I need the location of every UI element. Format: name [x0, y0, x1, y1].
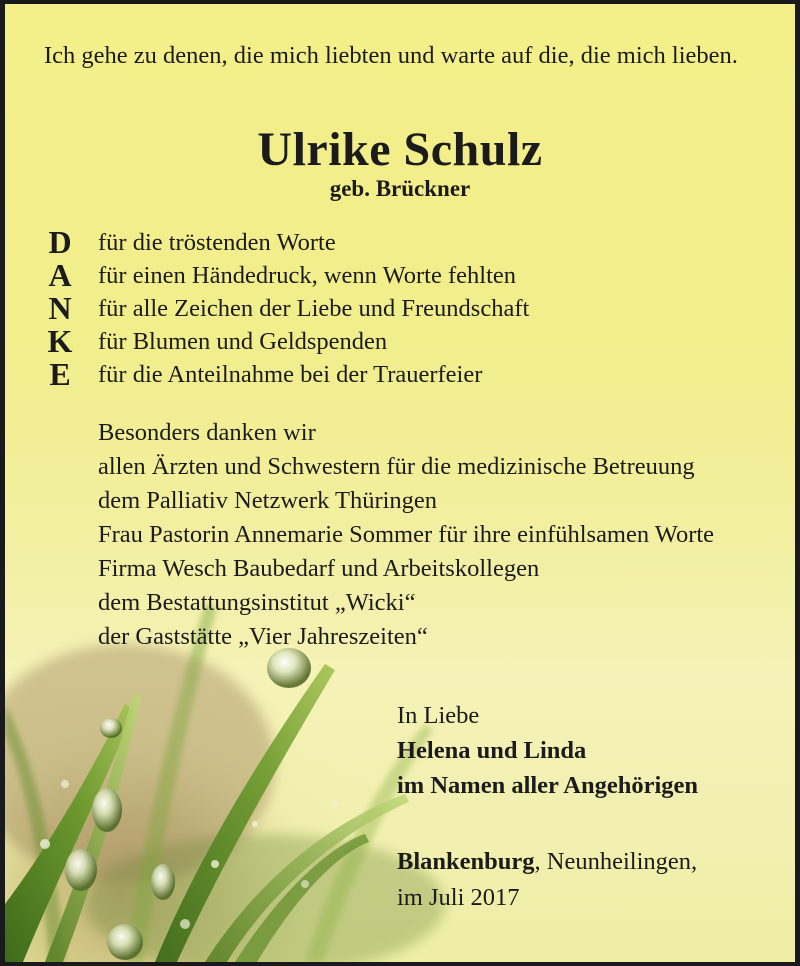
special-thanks-line: Frau Pastorin Annemarie Sommer für ihre einfühlsamen Worte [98, 521, 715, 548]
danke-letter: N [48, 290, 72, 326]
signature-greeting: In Liebe [397, 702, 480, 729]
obituary-card [5, 4, 795, 962]
special-thanks-line: dem Palliativ Netzwerk Thüringen [98, 487, 438, 514]
danke-text: für die tröstenden Worte [98, 229, 336, 256]
intro-quote: Ich gehe zu denen, die mich liebten und warte auf die, die mich lieben. [44, 42, 738, 69]
place-town: Blankenburg [397, 848, 535, 875]
signature-names: Helena und Linda [397, 737, 587, 764]
danke-letter: E [49, 356, 71, 392]
signature-block [397, 698, 698, 803]
special-thanks-line: dem Bestattungsinstitut „Wicki“ [98, 589, 416, 616]
danke-letter: K [47, 323, 73, 359]
special-thanks-line: der Gaststätte „Vier Jahreszeiten“ [98, 623, 428, 650]
special-thanks [98, 416, 714, 654]
place-rest: , Neunheilingen, [534, 848, 698, 875]
danke-text: für einen Händedruck, wenn Worte fehlten [98, 262, 516, 289]
special-thanks-line: Firma Wesch Baubedarf und Arbeitskollegen [98, 555, 540, 582]
danke-text: für Blumen und Geldspenden [98, 328, 388, 355]
signature-family: im Namen aller Angehörigen [397, 772, 699, 799]
special-thanks-line: allen Ärzten und Schwestern für die medizinische Betreuung [98, 453, 695, 480]
place-date [397, 844, 697, 916]
danke-letter: D [48, 224, 72, 260]
danke-text: für alle Zeichen der Liebe und Freundschaft [98, 295, 530, 322]
special-thanks-line: Besonders danken wir [98, 419, 316, 446]
birth-name: geb. Brückner [329, 176, 471, 201]
place-line [397, 844, 697, 880]
danke-text: für die Anteilnahme bei der Trauerfeier [98, 361, 483, 388]
danke-letter: A [48, 257, 72, 293]
date-line: im Juli 2017 [397, 884, 520, 911]
deceased-name: Ulrike Schulz [257, 123, 543, 176]
